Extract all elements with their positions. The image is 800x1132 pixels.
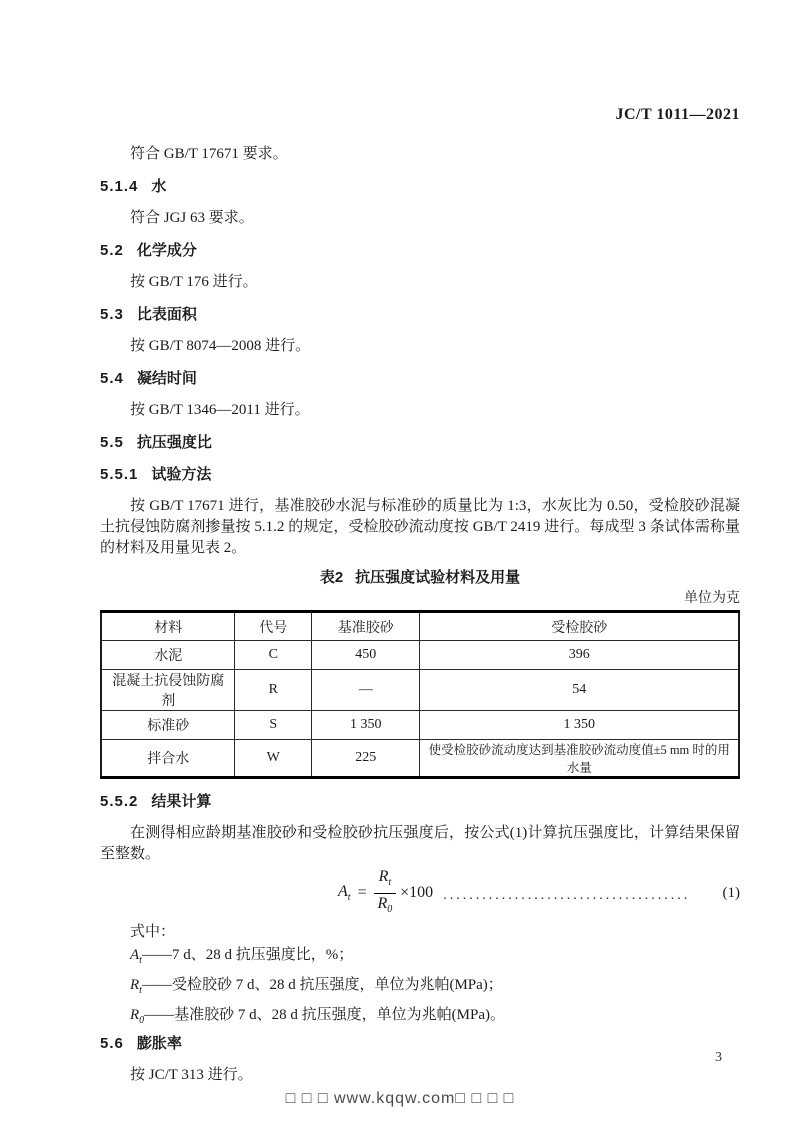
section-heading-5-1-4: [100, 176, 740, 197]
section-heading-5-5: [100, 432, 740, 453]
equals-sign: =: [357, 884, 367, 901]
section-title: 化学成分: [136, 242, 197, 259]
equation-number: (1): [722, 884, 740, 901]
section-title: 凝结时间: [136, 370, 197, 387]
formula-lhs: $A_t$: [338, 883, 351, 903]
intro-paragraph: 符合 GB/T 17671 要求。: [130, 146, 288, 162]
section-body-5-5-1: 按 GB/T 17671 进行，基准胶砂水泥与标准砂的质量比为 1:3，水灰比为 0.50，受检胶砂混凝土抗侵蚀防腐剂掺量按 5.1.2 的规定，受检胶砂流动度按 GB/T 2419 进行。每成型 3 条试体需称量的材料及用量见表 2。: [100, 498, 740, 556]
section-number: 5.4: [100, 370, 124, 387]
footer-watermark: □ □ □ www.kqqw.com□ □ □ □: [285, 1090, 515, 1107]
fraction-denominator: $R_0$: [377, 894, 393, 915]
cell-test: 1 350: [420, 711, 739, 740]
section-heading-5-3: [100, 304, 740, 325]
doc-number: JC/T 1011—2021: [615, 106, 740, 123]
definition-R0: $R_0——$基准胶砂 7 d、28 d 抗压强度，单位为兆帕(MPa)。: [130, 1007, 506, 1026]
section-number: 5.2: [100, 242, 124, 259]
dot-leader: ......................................: [443, 888, 691, 903]
cell-material: 水泥: [101, 641, 235, 670]
section-heading-5-6: [100, 1033, 740, 1054]
table-row: [101, 670, 739, 711]
table-row: [101, 740, 739, 778]
cell-reference: —: [312, 670, 420, 711]
section-body-5-2: 按 GB/T 176 进行。: [130, 274, 258, 290]
cell-code: W: [235, 740, 312, 778]
fraction-numerator: $R_t$: [374, 868, 397, 894]
definition-At: $A_t——7$ d、28 d 抗压强度比，%；: [130, 947, 354, 966]
section-body-5-5-2: 在测得相应龄期基准胶砂和受检胶砂抗压强度后，按公式(1)计算抗压强度比，计算结果保留至整数。: [100, 825, 740, 862]
cell-code: C: [235, 641, 312, 670]
cell-code: S: [235, 711, 312, 740]
cell-material: 拌合水: [101, 740, 235, 778]
section-title: 试验方法: [151, 466, 212, 483]
cell-test: 396: [420, 641, 739, 670]
col-header-code: 代号: [235, 612, 312, 641]
cell-material: 标准砂: [101, 711, 235, 740]
col-header-reference-mortar: 基准胶砂: [312, 612, 420, 641]
section-heading-5-5-2: [100, 791, 740, 812]
col-header-test-mortar: 受检胶砂: [420, 612, 739, 641]
page-number: 3: [715, 1050, 722, 1065]
symbol-definitions: [100, 943, 740, 1033]
section-heading-5-5-1: [100, 464, 740, 485]
table-header-row: [101, 612, 739, 641]
cell-reference: 450: [312, 641, 420, 670]
section-heading-5-4: [100, 368, 740, 389]
section-body-5-1-4: 符合 JGJ 63 要求。: [130, 210, 254, 226]
section-number: 5.5: [100, 434, 124, 451]
table-row: [101, 641, 739, 670]
definition-Rt: $R_t——$受检胶砂 7 d、28 d 抗压强度，单位为兆帕(MPa)；: [130, 977, 503, 996]
page-content: [100, 106, 740, 1097]
section-title: 膨胀率: [136, 1035, 182, 1052]
formula-1: [338, 867, 740, 915]
table-caption-number: 表2: [319, 569, 344, 586]
cell-code: R: [235, 670, 312, 711]
section-title: 抗压强度比: [136, 434, 212, 451]
where-label: 式中：: [130, 924, 176, 940]
section-number: 5.6: [100, 1035, 124, 1052]
section-number: 5.5.1: [100, 466, 139, 483]
table-caption-title: 抗压强度试验材料及用量: [355, 569, 521, 586]
cell-test: 使受检胶砂流动度达到基准胶砂流动度值±5 mm 时的用水量: [420, 740, 739, 778]
section-title: 水: [151, 178, 167, 195]
section-body-5-6: 按 JC/T 313 进行。: [130, 1067, 253, 1083]
section-number: 5.3: [100, 306, 124, 323]
col-header-material: 材料: [101, 612, 235, 641]
section-title: 比表面积: [136, 306, 197, 323]
table-row: [101, 711, 739, 740]
times-100: ×100: [400, 884, 434, 901]
formula-fraction: [374, 868, 397, 919]
cell-reference: 225: [312, 740, 420, 778]
table-caption: [100, 567, 740, 588]
section-number: 5.1.4: [100, 178, 139, 195]
materials-table: [100, 610, 740, 779]
cell-material: 混凝土抗侵蚀防腐剂: [101, 670, 235, 711]
cell-reference: 1 350: [312, 711, 420, 740]
section-body-5-3: 按 GB/T 8074—2008 进行。: [130, 338, 311, 354]
section-title: 结果计算: [151, 793, 212, 810]
section-heading-5-2: [100, 240, 740, 261]
table-unit-note: 单位为克: [684, 591, 740, 606]
cell-test: 54: [420, 670, 739, 711]
section-body-5-4: 按 GB/T 1346—2011 进行。: [130, 402, 310, 418]
section-number: 5.5.2: [100, 793, 139, 810]
